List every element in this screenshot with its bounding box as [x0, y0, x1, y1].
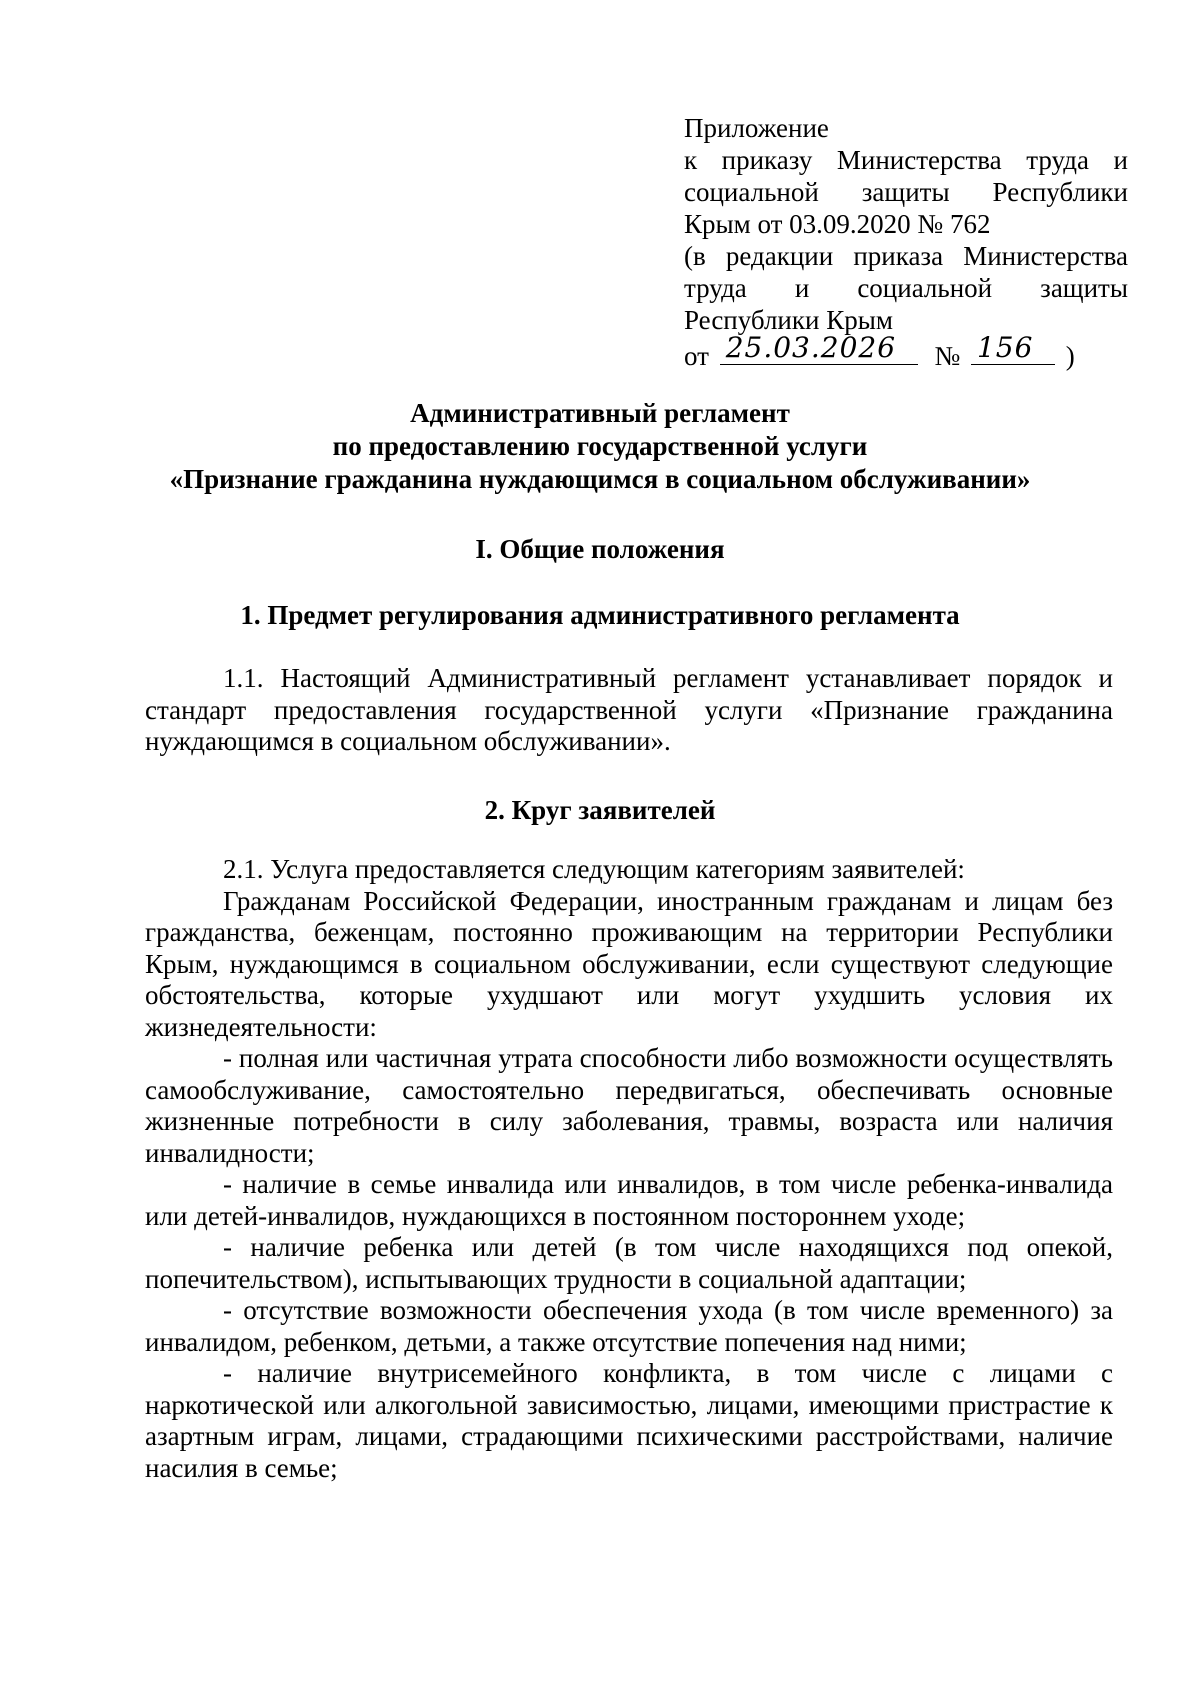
appendix-order-line: [684, 331, 1128, 372]
list-item: - наличие внутрисемейного конфликта, в том числе с лицами с наркотической или алкогольной зависимостью, лицами, имеющими пристрастие к азартным играм, лицами, страдающими психическими расстройствами, наличие насилия в семье;: [145, 1358, 1113, 1483]
close-paren: ): [1065, 341, 1075, 371]
document-title: [80, 397, 1120, 496]
list-item: - полная или частичная утрата способности либо возможности осуществлять самообслуживание, самостоятельно передвигаться, обеспечивать основные жизненные потребности в силу заболевания, травмы, возраста или наличия инвалидности;: [145, 1043, 1113, 1168]
list-item: - наличие в семье инвалида или инвалидов, в том числе ребенка-инвалида или детей-инвалидов, нуждающихся в постоянном постороннем уходе;: [145, 1169, 1113, 1231]
appendix-line-2: социальной защиты Республики: [684, 177, 1128, 207]
appendix-block: [684, 112, 1128, 372]
title-line-2: по предоставлению государственной услуги: [332, 431, 868, 461]
paragraph-2-1: 2.1. Услуга предоставляется следующим категориям заявителей:: [223, 854, 965, 884]
number-label: №: [934, 341, 961, 371]
appendix-label: Приложение: [684, 113, 829, 143]
appendix-line-1: к приказу Министерства труда и: [684, 145, 1128, 175]
handwritten-date-field: [720, 331, 918, 365]
handwritten-number: 156: [976, 331, 1034, 364]
section-1-heading: I. Общие положения: [475, 534, 725, 564]
from-label: от: [684, 341, 709, 371]
paragraph-2-1-applicants: Гражданам Российской Федерации, иностранным гражданам и лицам без гражданства, беженцам, постоянно проживающим на территории Республики Крым, нуждающимся в социальном обслуживании, если существуют следующие обстоятельства, которые ухудшают или могут ухудшить условия их жизнедеятельности:: [145, 885, 1113, 1042]
subsection-1-body: [145, 663, 1113, 758]
handwritten-number-field: [971, 331, 1055, 365]
title-line-3: «Признание гражданина нуждающимся в социальном обслуживании»: [169, 464, 1031, 494]
appendix-line-4: (в редакции приказа Министерства: [684, 241, 1128, 271]
handwritten-date: 25.03.2026: [725, 331, 897, 364]
list-item: - отсутствие возможности обеспечения ухода (в том числе временного) за инвалидом, ребенком, детьми, а также отсутствие попечения над ними;: [145, 1295, 1113, 1357]
list-item: - наличие ребенка или детей (в том числе находящихся под опекой, попечительством), испытывающих трудности в социальной адаптации;: [145, 1232, 1113, 1294]
paragraph-1-1: 1.1. Настоящий Административный регламент устанавливает порядок и стандарт предоставления государственной услуги «Признание гражданина нуждающимся в социальном обслуживании».: [145, 663, 1113, 756]
subsection-2-heading: 2. Круг заявителей: [484, 795, 716, 825]
appendix-line-3: Крым от 03.09.2020 № 762: [684, 209, 991, 239]
appendix-line-6: Республики Крым: [684, 305, 893, 335]
subsection-2-body: [145, 854, 1113, 1484]
appendix-line-5: труда и социальной защиты: [684, 273, 1128, 303]
title-line-1: Административный регламент: [410, 398, 790, 428]
subsection-1-heading: 1. Предмет регулирования административного регламента: [240, 600, 960, 630]
